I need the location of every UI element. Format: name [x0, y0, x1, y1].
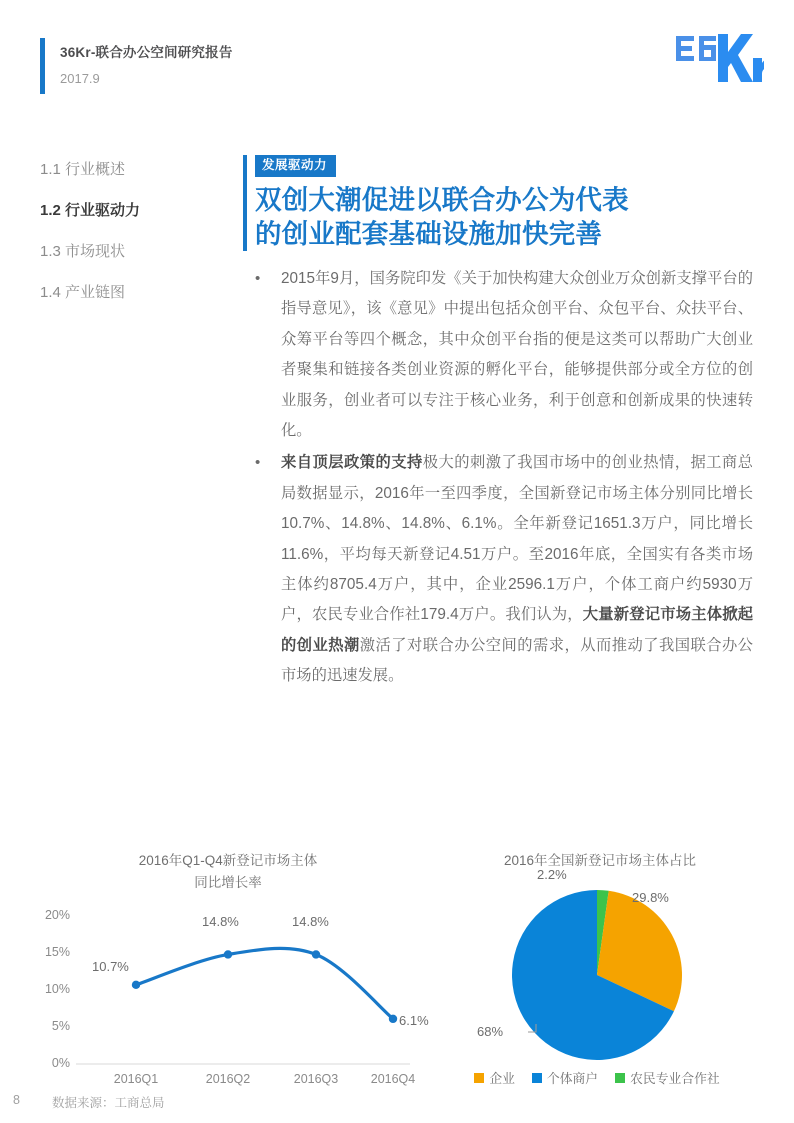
- pie-data-label: 29.8%: [632, 890, 669, 905]
- pie-data-label: 2.2%: [537, 867, 567, 882]
- line-data-label: 6.1%: [399, 1012, 429, 1028]
- pie-data-label: 68%: [477, 1024, 504, 1039]
- line-chart-title-line-2: 同比增长率: [194, 875, 262, 890]
- line-chart-title-line-1: 2016年Q1-Q4新登记市场主体: [138, 853, 318, 868]
- y-tick-label: 20%: [44, 908, 70, 922]
- legend-label: 个体商户: [546, 1071, 599, 1086]
- header-accent-bar: [40, 38, 45, 94]
- section-navigation: [40, 160, 220, 324]
- y-tick-label: 10%: [44, 982, 70, 996]
- legend-item-individual: [532, 1068, 598, 1087]
- legend-swatch-icon: [474, 1073, 484, 1083]
- sidebar-item-1-1[interactable]: 1.1 行业概述: [40, 161, 126, 178]
- pie-chart: [432, 850, 762, 1100]
- pie-chart-svg: [432, 872, 762, 1077]
- page-header: [0, 0, 794, 120]
- bullet-item: [243, 264, 753, 446]
- sidebar-item-1-2[interactable]: 1.2 行业驱动力: [40, 202, 141, 219]
- legend-swatch-icon: [615, 1073, 625, 1083]
- bullet-item: [243, 448, 753, 691]
- line-chart: [28, 850, 428, 1100]
- line-data-label: 10.7%: [92, 958, 129, 974]
- sidebar-item-1-4[interactable]: 1.4 产业链图: [40, 284, 126, 301]
- page-number: 8: [13, 1093, 20, 1107]
- section-tag: 发展驱动力: [255, 155, 336, 177]
- x-tick-label: 2016Q3: [293, 1072, 339, 1086]
- main-content: [243, 155, 753, 694]
- report-title: 36Kr-联合办公空间研究报告: [60, 45, 233, 60]
- pie-legend: [432, 1068, 762, 1087]
- y-tick-label: 15%: [44, 945, 70, 959]
- line-marker: [389, 1015, 397, 1023]
- bullet-text: 激活了对联合办公空间的需求，从而推动了我国联合办公市场的迅速发展。: [281, 636, 753, 685]
- line-marker: [224, 950, 232, 958]
- line-series-path: [136, 948, 393, 1018]
- legend-label: 企业: [489, 1071, 515, 1086]
- page-title-line-1: 双创大潮促进以联合办公为代表: [255, 185, 629, 215]
- line-series-markers: [132, 950, 397, 1023]
- legend-item-coop: [615, 1068, 720, 1087]
- legend-item-enterprise: [474, 1068, 515, 1087]
- pie-slices: [512, 890, 682, 1060]
- x-tick-label: 2016Q1: [113, 1072, 159, 1086]
- bullet-emphasis: 大量新登记市场主体掀起的创业热潮: [281, 606, 753, 654]
- page-footer: [0, 1093, 794, 1115]
- line-data-label: 14.8%: [202, 914, 239, 930]
- pie-chart-plot-area: [432, 867, 762, 1082]
- y-tick-label: 5%: [51, 1019, 70, 1033]
- y-tick-label: 0%: [51, 1056, 70, 1070]
- bullet-text: 2015年9月，国务院印发《关于加快构建大众创业万众创新支撑平台的指导意见》，该《意见》中提出包括众创平台、众包平台、众扶平台、众筹平台等四个概念，其中众创平台指的便是这类可以帮助广大创业者聚集和链接各类创业资源的孵化平台，能够提供部分或全方位的创业服务，创业者可以专注于核心业务，利于创意和创新成果的快速转化。: [281, 270, 753, 440]
- line-data-label: 14.8%: [292, 914, 329, 930]
- bullet-text: 极大的刺激了我国市场中的创业热情，据工商总局数据显示，2016年一至四季度，全国新登记市场主体分别同比增长10.7%、14.8%、14.8%、6.1%。全年新登记1651.3万户，同比增长11.6%，平均每天新登记4.51万户。至2016年底，全国实有各类市场主体约8705.4万户，其中，企业2596.1万户，个体工商户约5930万户，农民专业合作社179.4万户。我们认为，: [281, 454, 753, 624]
- line-marker: [132, 981, 140, 989]
- legend-label: 农民专业合作社: [630, 1071, 720, 1086]
- 36kr-logo-icon: [674, 28, 764, 90]
- x-tick-label: 2016Q2: [205, 1072, 251, 1086]
- line-marker: [312, 950, 320, 958]
- title-block: [243, 155, 753, 251]
- page-title-line-2: 的创业配套基础设施加快完善: [255, 219, 603, 249]
- x-tick-label: 2016Q4: [370, 1072, 416, 1086]
- bullet-emphasis: 来自顶层政策的支持: [281, 454, 423, 472]
- page-title: [255, 183, 753, 251]
- sidebar-item-1-3[interactable]: 1.3 市场现状: [40, 243, 126, 260]
- pie-chart-title: 2016年全国新登记市场主体占比: [503, 853, 697, 868]
- bullet-list: [243, 264, 753, 692]
- line-chart-plot-area: [28, 894, 428, 1094]
- data-source-note: 数据来源：工商总局: [52, 1096, 165, 1110]
- charts-row: [0, 850, 794, 1100]
- report-date: 2017.9: [60, 71, 100, 86]
- legend-swatch-icon: [532, 1073, 542, 1083]
